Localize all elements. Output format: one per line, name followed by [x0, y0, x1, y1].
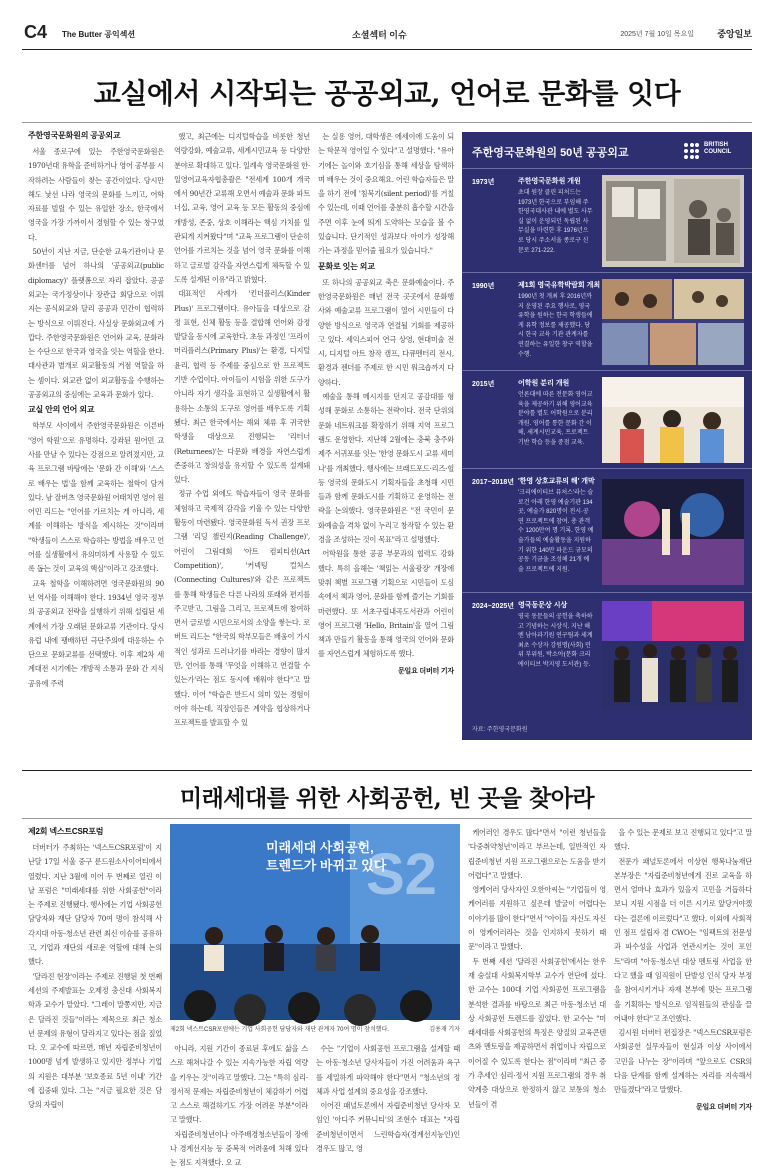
article1-headline: 교실에서 시작되는 공공외교, 언어로 문화를 잇다 — [93, 77, 681, 110]
page-header — [22, 20, 752, 50]
performance-photo — [602, 479, 744, 585]
paragraph: 자립준비청년이나 아주배경청소년들이 장애나 경계선지능 등 중복적 어려움에 처해 있다는 점도 지적했다. 오 교 — [170, 1129, 308, 1168]
article2-column-5 — [614, 826, 752, 1112]
subheading: 교실 안의 언어 외교 — [28, 405, 95, 415]
timeline-infographic — [462, 132, 752, 740]
article2-column-4 — [468, 826, 606, 1112]
paragraph: 는 실용 영어, 대학생은 에세이에 도움이 되는 학문적 영어일 수 있다"고 설명했다. "유아기에는 놀이와 호기심을 통해 세상을 탐색하며 배우는 것이 중요해요. 어린 학습자들은 말을 하기 전에 '침묵기(silent period)'를 거칠 수 있는데, 이때 언어를 충분히 흡수할 시간을 주면 이후 눈에 띄게 도약하는 모습을 볼 수 있습니다. 단기적인 성과보다 아이가 성장해가는 과정을 믿어줄 필요가 있습니다." — [318, 132, 454, 256]
category-label: 소셜섹터 이슈 — [352, 30, 407, 40]
timeline-text: 초대 원장 클린 피처드는 1973년 한국으로 부임해 주한영국대사관 내에 별도 사무실 없이 운영되던 독립된 사무실을 마련한 후 1976년으로 당시 주소서울 종로구 신문로 271-222. — [518, 190, 593, 254]
paragraph: 대표적인 사례가 '킨더플러스(Kinder Plus)' 프로그램이다. 유아들을 대상으로 감정 표현, 신체 활동 등을 결합해 언어와 감정 발달을 동시에 교육한다. 초등 과정인 '프라이머리플러스(Primary Plus)'는 환경, 디지털 윤리, 협력 등 주제를 중심으로 한 프로젝트 기반 수업이다. 아이들이 시험을 위한 도구가 아니라 자기 생각을 표현하고 실생활에서 활용하는 소통의 도구로 영어를 배우도록 기획됐다. 최근 한국에서는 해외 체류 후 귀국한 학생을 대상으로 진행되는 '리터너(Returnees)'는 다문화 배경을 자연스럽게 존중하고 창의성을 유지할 수 있도록 설계돼 있다. — [174, 289, 310, 485]
paragraph: 더버터가 주최하는 '넥스트CSR포럼'이 지난달 17일 서울 중구 룬드원소사이어티에서 열렸다. 지난 3월에 이어 두 번째로 열린 이날 포럼은 "미래세대를 위한 사회공헌"이라는 주제로 진행됐다. 행사에는 기업 사회공헌 담당자와 재단 담당자 70여 명이 참석해 사각지대 아동·청소년 관련 최신 이슈를 공유하고, 기업과 재단의 새로운 역할에 대해 논의했다. — [28, 843, 162, 967]
timeline-text: 언론대에 따른 전문화 영어교육을 제공하기 위해 영어교육 분야를 별도 어학원으로 분리 개원. 영어를 통한 문화 간 이해, 세계시민교육, 프로젝트 기반 학습 등을 중점 교육. — [518, 392, 593, 446]
paragraph: 서울 종로구에 있는 주한영국문화원은 1970년대 유학을 준비하거나 영어 공부를 시작하려는 사람들이 찾는 공간이었다. 당시만 해도 낯선 나라 영국의 문화를 느끼고, 어학 자료를 빌릴 수 있는 유일한 장소, 한국에서 영국을 가장 가까이서 경험할 수 있는 창구였다. — [28, 147, 164, 242]
article2-headline: 미래세대를 위한 사회공헌, 빈 곳을 찾아라 — [179, 785, 595, 812]
timeline-heading: 제1회 영국유학박람회 개최 — [518, 282, 601, 289]
article2-column-1 — [28, 826, 162, 1113]
subheading: 문화로 잇는 외교 — [318, 261, 375, 271]
awards-photo — [602, 601, 744, 709]
section-name: The Butter 공익섹션 — [62, 30, 136, 39]
british-council-logo: BRITISH COUNCIL — [684, 142, 740, 162]
classroom-photo — [602, 377, 744, 463]
timeline-text: 1990년 첫 개최 후 2016년까지 운영된 주요 행사로, 영국 유학을 원하는 한국 학생들에게 유학 정보를 제공했다. 당시 한국 교육 기관 관계자를 연결하는 유일한 창구 역할을 수행. — [518, 294, 593, 358]
byline: 문일요 더버터 기자 — [696, 1103, 752, 1111]
paragraph: 교육 철학을 이해하려면 영국문화원의 90년 역사를 이해해야 한다. 1934년 영국 정부의 공공외교 전략을 실행하기 위해 설립된 세계에서 가장 오래된 문화교류 기관이다. 당시 유럽 내에 팽배하던 극단주의에 대응하는 수단으로 문화교류를 선택했다. 이후 제2차 세계대전 시기에는 개방적 소통과 문화 간 지식 공유에 주력 — [28, 578, 164, 688]
subheading: 제2회 넥스트CSR포럼 — [28, 827, 104, 836]
timeline-heading: 주한영국문화원 개원 — [518, 178, 581, 185]
archive-photo — [602, 175, 744, 267]
timeline-heading: '한영 상호교류의 해' 개막 — [518, 478, 595, 485]
paragraph: 정규 수업 외에도 학습자들이 영국 문화를 체험하고 국제적 감각을 키울 수 있는 다양한 활동이 마련됐다. 영국문화원 독서 권장 프로그램 '리딩 챌린지(Reading Challenge)', 어린이 그림대회 '아트 컴피티션(Art Competition)', '커넥팅 컬처스(Connecting Cultures)'와 같은 프로젝트를 통해 학생들은 다른 나라의 또래와 편지를 주고받고, 그림을 그리고, 프로젝트에 참여하면서 글로벌 시민으로서의 소양을 쌓는다. 로버트 리드는 "한국의 학부모들은 배움이 가시적인 성과로 드러나기를 바라는 경향이 많지만, 언어를 통해 '무엇을 이해하고 연결할 수 있는가'라는 점도 동시에 배워야 한다"고 말했다. 이어 "학습은 반드시 의미 있는 경험이어야 하는데, 직장인들은 계약을 협상하거나 프로젝트를 발표할 수 있 — [174, 489, 310, 728]
paragraph: 아니라, 지원 기간이 종료된 후에도 삶을 스스로 해쳐나갈 수 있는 지속가능한 자립 역량을 키우는 것"이라고 말했다. 그는 "특히 심리·정서적 문제는 자립준비청년이 체감하기 어렵고 스스로 해결하기도 가장 어려운 부분"이라고 말했다. — [170, 1044, 308, 1125]
page-number: C4 — [24, 22, 48, 42]
timeline-year: 2015년 — [472, 381, 495, 388]
timeline-row — [462, 168, 752, 272]
timeline-text: '크리에이티브 퓨처스'라는 슬로건 아래 한영 예술기관 134곳, 예술가 820명이 전시·공연 프로젝트에 참여. 총 관객수 1200만여 명 기록. 한영 예술가들의 예술활동을 지원하기 위한 140만 파운드 규모의 공동 기금을 조성해 21개 예술 프로젝트에 지원. — [518, 490, 594, 573]
paragraph: 영케어러 당사자인 오한아씨는 "기업들이 영케어러를 지원하고 싶은데 발굴이 어렵다는 이야기를 많이 한다"면서 "아이들 자신도 자신이 영케어러라는 것을 인지하지 못하기 때문"이라고 말했다. — [468, 885, 607, 952]
timeline-year: 1973년 — [472, 179, 495, 186]
newspaper-logo: 중앙일보 — [717, 29, 752, 39]
fair-photos — [602, 279, 744, 365]
paragraph: '달라진 현장'이라는 주제로 진행된 첫 번째 세션의 주제발표는 오제정 충신대 사회복지학과 교수가 맡았다. "그레이 말쫑지만, 지금은 달라진 것들"이라는 제목으로 최근 청소년 문제의 유형이 달라지고 있다는 점을 짚었다. 오 교수에 따르면, 매년 자립준비청년이 1000명 넘게 발생하고 있지만 정부나 기업의 지원은 대부분 '보호종료 5년 이내' 기간에 집중돼 있다. 그는 "지금 필요한 것은 담당의 자립이 — [28, 971, 162, 1110]
paragraph: 예술을 통해 메시지를 던지고 공감대를 형성해 문화로 소통하는 전략이다. 전국 단위의 문화 네트워크를 확장하기 위해 지역 프로그램도 운영한다. 지난해 2월에는 충북 충주와 제주 서귀포를 잇는 '한영 문화도시 교류 세미나'를 개최했다. 행사에는 브래드포드·리즈·헐 등 영국의 문화도시 기획자들을 초청해 시민들과 함께 문화도시를 기획하고 운영하는 전략을 논의했다. 영국문화원은 "전 국민이 문화예술을 격차 없이 누리고 창작할 수 있는 환경을 조성하는 것이 목표"라고 설명했다. — [318, 392, 454, 545]
article1-column-3 — [318, 130, 454, 676]
issue-date: 2025년 7월 10일 목요일 — [620, 31, 694, 38]
paragraph: 이어진 패널토론에서 자립준비청년 당사자 모임인 '아디주 커뮤니티'의 조현수 대표는 "자립준비청년이면서 느린학습자(경계선지능인)인 경우도 많고, 영 — [316, 1101, 460, 1154]
timeline-year: 1990년 — [472, 283, 495, 290]
forum-badge: S2 — [366, 842, 437, 907]
timeline-year: 2017~2018년 — [472, 479, 514, 486]
paragraph: 했고, 최근에는 디지털학습을 비롯한 청년역량강화, 예술교류, 세계시민교육 등 다양한 분야로 확대하고 있다. 일례속 영국문화원 한·일영어교육자협총괄은 "전세계 100개 개국에서 90년간 교류해 오면서 예술과 문화 파트너십, 교육, 영어 교육 등 모든 활동의 중심에 개방성, 존중, 상호 이해라는 핵심 가치를 일관되게 지켜왔다"며 "교육 프로그램이 단순히 언어를 가르치는 것을 넘어 영국 문화를 이해하고 글로벌 감각을 자연스럽게 체득할 수 있도록 설계된 이유"라고 밝혔다. — [174, 132, 310, 284]
timeline-year: 2024~2025년 — [472, 603, 514, 610]
infographic-title: 주한영국문화원의 50년 공공외교 — [472, 147, 629, 159]
timeline-heading: 영국동문상 시상 — [518, 602, 568, 609]
paragraph: 을 수 있는 문제로 보고 진행되고 있다"고 말했다. — [614, 828, 752, 852]
paragraph: 50년이 지난 지금, 단순한 교육기관이나 문화센터를 넘어 하나의 '공공외교(public diplomacy)' 플랫폼으로 자리 잡았다. 공공외교는 국가정상이나 장관급 회담으로 이뤄지는 공식외교와 달리 공공과 민간이 협력하는 방식으로 이뤄진다. 사실상 문화외교에 가깝다. 주한영국문화원은 언어와 교육, 문화라는 수단으로 한국과 영국을 잇는 역할을 한다. 대사관과 별개로 외교활동의 거점 역할을 하는 셈이다. 외교관 없이 외교활동을 수행하는 공공외교의 중심에는 교육과 문화가 있다. — [28, 247, 164, 400]
photo-caption: 제2회 넥스트CSR포럼에는 기업 사회공헌 담당자와 재단 관계자 70여 명이 참석했다. 김용재 기자 — [170, 1027, 460, 1033]
paragraph: 또 하나의 공공외교 축은 문화예술이다. 주한영국문화원은 매년 전국 곳곳에서 문화행사와 예술교류 프로그램이 열어 시민들이 다양한 방식으로 영국과 연결될 기회를 제공하고 있다. 세익스피어 연극 상영, 현대미술 전시, 디지털 아트 창작 캠프, 다큐멘터리 전시, 환경과 젠더를 주제로 한 시민 워크숍까지 다양하다. — [318, 277, 454, 387]
banner-line-2: 트렌드가 바뀌고 있다 — [266, 858, 387, 873]
timeline-row — [462, 468, 752, 592]
article2-column-2 — [170, 1042, 308, 1171]
byline: 문일요 더버터 기자 — [398, 667, 454, 675]
timeline-row — [462, 272, 752, 370]
subheading: 주한영국문화원의 공공외교 — [28, 131, 121, 140]
timeline-text: 영국 동문들의 공헌을 축하하고 기념하는 시상식. 지난 해엔 남아과기원 연구팀과 세계 최초 수상자 강원명(사회) 민위 부위원, 박소아(문화 크리에이티브 박지영 도서관) 등. — [518, 614, 593, 668]
article2-column-3 — [316, 1042, 460, 1156]
paragraph: 전문가 패널토론에서 이상현 행복나눔재단 본부장은 "자립준비청년에게 진로 교육을 하면서 얼마나 효과가 있을지 고민을 거듭하다 보니 지원 시점을 더 이른 시기로 앞당겨야겠다는 결론에 이르렀다"고 했다. 이외에 사회적인 점프 설립자 겸 CWO는 "임팩트의 전문성과 파수성을 사업과 연관시키는 것이 포인트"라며 "아동·청소년 대상 멘토링 사업을 한다고 했을 때 임직원이 단발성 인식 당자 부정을 참여시키거나 자재 본부에 맞는 프로그램을 기획하는 방식으로 임직원들의 관심을 끌어내야 한다"고 조언했다. — [614, 856, 752, 1023]
paragraph: 학부모 사이에서 주한영국문화원은 이른바 '영어 학원'으로 유명하다. 강좌된 원어민 교사를 만날 수 있다는 강점으로 알려졌지만, 교육 프로그램 바탕에는 '문화 간 이해'와 '스스로 배우는 법'을 함께 교육하는 철학이 담겨 있다. 남 잘버츠 영국문화원 어태치먼 영어 원어민 리드는 "언어를 가르치는 게 아니라, 세계를 이해하는 방식을 제시하는 것"이라며 "학생들이 스스로 학습하는 방법을 배우고 언어를 실생활에서 유의미하게 사용할 수 있도록 돕는 것이 교육의 핵심"이라고 강조했다. — [28, 421, 164, 574]
article1-column-2 — [174, 130, 310, 730]
timeline-heading: 어학원 분리 개원 — [518, 380, 570, 387]
photo-credit: 김용재 기자 — [429, 1027, 460, 1033]
paragraph: 김시원 더버터 편집장은 "넥스트CSR포럼은 사회공헌 실무자들이 현실과 이상 사이에서 고민을 나누는 장"이라며 "앞으로도 CSR의 다음 단계를 함께 설계하는 자리를 지속해서 만들겠다"라고 말했다. — [614, 1028, 752, 1095]
paragraph: 케어러인 경우도 많다"면서 "이런 청년들을 '다중취약청년'이라고 부르는데, 일반적인 자립준비청년 지원 프로그램으로는 도움을 받기 어렵다"고 말했다. — [468, 828, 606, 880]
timeline-row — [462, 592, 752, 716]
article1-column-1 — [28, 130, 164, 691]
forum-photo — [170, 824, 460, 1020]
banner-line-1: 미래세대 사회공헌, — [266, 840, 374, 855]
paragraph: 두 번째 세션 '달라진 사회공헌'에서는 한우재 숭실대 사회복지학부 교수가 연단에 섰다. 한 교수는 100대 기업 사회공헌 프로그램을 분석한 결과를 바탕으로 최근 아동·청소년 대상 사회공헌 트렌드를 짚었다. 한 교수는 "미래세대를 사회공헌의 특징은 양질의 교육콘텐츠와 멘토링을 제공하면서 취업이나 자립으로 이어질 수 있도록 한다는 점"이라며 "최근 증가 추세인 심리·정서 지원 프로그램의 경우 취약계층 대상으로 한정하지 않고 보통의 청소년들이 겪 — [468, 956, 606, 1109]
divider — [22, 122, 752, 123]
divider — [22, 818, 752, 819]
infographic-source: 자료: 주한영국문화원 — [472, 727, 528, 733]
paragraph: 어학원을 통한 공공 부문과의 협력도 강화했다. 특히 올해는 '책읽는 서울광장' 개장에 맞춰 책별 프로그램 기획으로 시민들이 도심 속에서 책과 영어, 문화를 함께 즐기는 기회를 마련했다. 또 서초구립내곡도서관과 어린이 영어 프로그램 'Hello, Britain'을 열어 그림책과 만들기 활동을 통해 영국의 언어와 문화를 자연스럽게 체험하도록 했다. — [318, 549, 454, 659]
timeline-row — [462, 370, 752, 468]
divider — [22, 770, 752, 771]
paragraph: 수는 "기업이 사회공헌 프로그램을 설계할 때는 아동·청소년 당사자들이 가진 어려움과 욕구를 세밀하게 파악해야 한다"면서 "청소년의 정체과 사업 설계의 중요성을 강조했다. — [316, 1044, 460, 1096]
